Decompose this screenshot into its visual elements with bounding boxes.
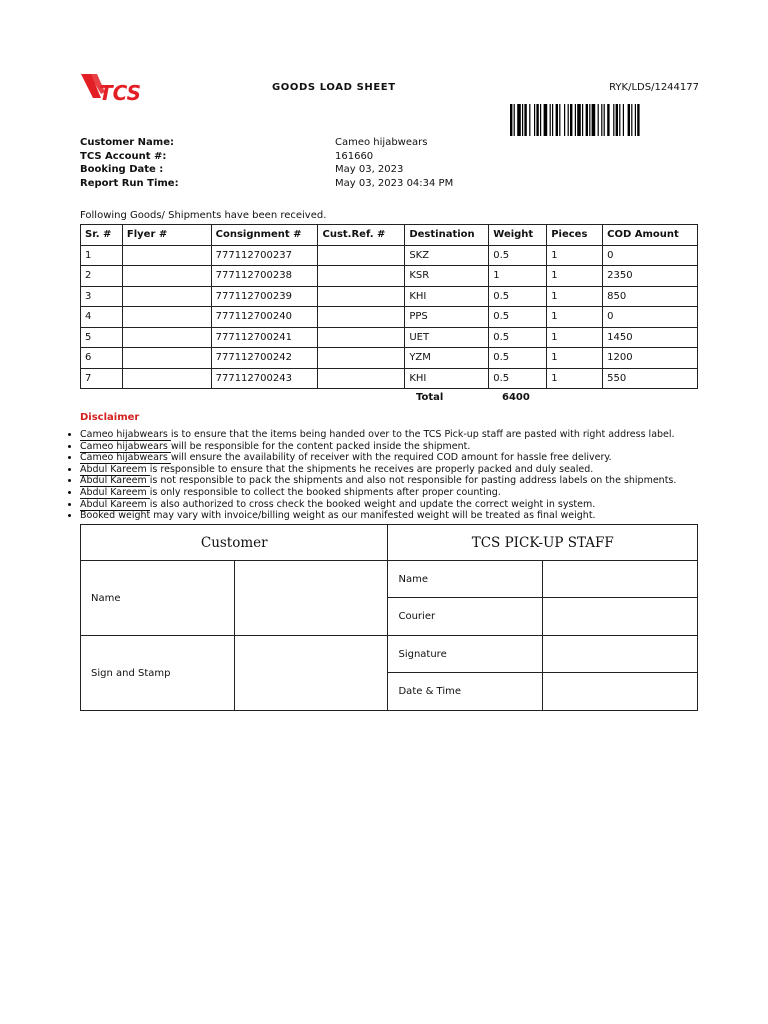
table-cell: 1	[547, 368, 603, 389]
disclaimer-text: is only responsible to collect the booked shipments after proper counting.	[149, 486, 501, 498]
list-item	[80, 429, 720, 441]
table-cell: 6	[81, 348, 123, 369]
table-cell	[122, 286, 211, 307]
table-row	[81, 368, 698, 389]
table-cell: 2	[81, 266, 123, 287]
table-cell: 0	[603, 307, 698, 328]
responsible-party: Cameo hijabwears	[80, 452, 171, 464]
sign-stamp-field[interactable]	[234, 636, 388, 711]
booking-date-value: May 03, 2023	[335, 164, 404, 175]
column-header: COD Amount	[603, 225, 698, 246]
table-cell: 0.5	[489, 245, 547, 266]
table-cell: 1	[547, 307, 603, 328]
table-cell: 1	[547, 266, 603, 287]
svg-text:TCS: TCS	[99, 81, 142, 105]
disclaimer-text: will be responsible for the content packed inside the shipment.	[170, 440, 471, 452]
staff-name-field[interactable]	[543, 561, 698, 598]
table-cell: 0.5	[489, 368, 547, 389]
table-cell: 777112700241	[211, 327, 318, 348]
signature-label: Signature	[388, 636, 543, 673]
column-header: Destination	[405, 225, 489, 246]
table-cell: 1	[547, 245, 603, 266]
table-cell: 0.5	[489, 348, 547, 369]
column-header: Consignment #	[211, 225, 318, 246]
customer-name-label: Name	[81, 561, 235, 636]
shipments-table	[80, 224, 698, 389]
customer-info-values	[335, 136, 453, 190]
report-run-time-label: Report Run Time:	[80, 177, 179, 189]
responsible-party: Abdul Kareem	[80, 475, 150, 487]
table-cell	[318, 307, 405, 328]
booking-date-label: Booking Date :	[80, 164, 164, 175]
table-cell	[122, 266, 211, 287]
tcs-logo	[79, 70, 159, 106]
staff-header: TCS PICK-UP STAFF	[388, 525, 698, 561]
disclaimer-title: Disclaimer	[80, 412, 140, 423]
table-cell: 2350	[603, 266, 698, 287]
table-row	[81, 327, 698, 348]
sign-stamp-label: Sign and Stamp	[81, 636, 235, 711]
list-item	[80, 510, 720, 522]
table-cell: 777112700242	[211, 348, 318, 369]
table-cell: 777112700243	[211, 368, 318, 389]
table-cell: 850	[603, 286, 698, 307]
intro-text: Following Goods/ Shipments have been received.	[80, 210, 327, 221]
table-cell	[122, 327, 211, 348]
table-cell: 550	[603, 368, 698, 389]
table-cell: 1200	[603, 348, 698, 369]
table-cell: 1	[489, 266, 547, 287]
table-cell: 3	[81, 286, 123, 307]
table-cell: 777112700239	[211, 286, 318, 307]
list-item	[80, 499, 720, 511]
responsible-party: Cameo hijabwears	[80, 429, 171, 440]
table-cell	[122, 307, 211, 328]
courier-field[interactable]	[543, 598, 698, 636]
table-cell	[122, 245, 211, 266]
customer-name-value: Cameo hijabwears	[335, 137, 428, 148]
table-cell: 1	[547, 348, 603, 369]
staff-name-label: Name	[388, 561, 543, 598]
customer-header: Customer	[81, 525, 388, 561]
table-cell: 7	[81, 368, 123, 389]
column-header: Weight	[489, 225, 547, 246]
table-cell: KHI	[405, 286, 489, 307]
table-cell	[122, 368, 211, 389]
disclaimer-text: is responsible to ensure that the shipments he receives are properly packed and duly sealed.	[149, 463, 594, 475]
table-cell: 1450	[603, 327, 698, 348]
disclaimer-text: is also authorized to cross check the booked weight and update the correct weight in system.	[149, 498, 596, 510]
responsible-party: Abdul Kareem	[80, 498, 150, 510]
table-cell: 0	[603, 245, 698, 266]
table-cell: 0.5	[489, 307, 547, 328]
table-cell	[318, 327, 405, 348]
list-item	[80, 475, 720, 487]
table-cell: 1	[547, 286, 603, 307]
date-time-label: Date & Time	[388, 673, 543, 711]
table-cell: 777112700240	[211, 307, 318, 328]
table-cell	[122, 348, 211, 369]
signature-table	[80, 524, 698, 711]
table-cell	[318, 348, 405, 369]
column-header: Pieces	[547, 225, 603, 246]
disclaimer-text: is not responsible to pack the shipments and also not responsible for pasting address labels on the shipments.	[149, 475, 677, 487]
table-cell: SKZ	[405, 245, 489, 266]
total-value: 6400	[502, 392, 530, 403]
disclaimer-text: Booked weight may vary with invoice/billing weight as our manifested weight will be treated as final weight.	[80, 510, 596, 522]
disclaimer-text: will ensure the availability of receiver with the required COD amount for hassle free delivery.	[170, 452, 612, 464]
disclaimer-text: is to ensure that the items being handed over to the TCS Pick-up staff are pasted with right address label.	[170, 429, 675, 440]
customer-name-label: Customer Name:	[80, 137, 174, 148]
table-cell	[318, 266, 405, 287]
table-cell: 4	[81, 307, 123, 328]
table-cell: YZM	[405, 348, 489, 369]
table-row	[81, 348, 698, 369]
table-cell	[318, 368, 405, 389]
report-run-time-value: May 03, 2023 04:34 PM	[335, 177, 454, 189]
table-cell	[318, 245, 405, 266]
responsible-party: Cameo hijabwears	[80, 440, 171, 452]
column-header: Cust.Ref. #	[318, 225, 405, 246]
table-cell: 1	[547, 327, 603, 348]
table-header-row	[81, 225, 698, 246]
customer-name-field[interactable]	[234, 561, 388, 636]
document-title: GOODS LOAD SHEET	[272, 82, 396, 93]
table-cell: 0.5	[489, 327, 547, 348]
customer-info-labels	[80, 136, 179, 190]
table-row	[81, 286, 698, 307]
table-row	[81, 266, 698, 287]
table-cell: PPS	[405, 307, 489, 328]
account-label: TCS Account #:	[80, 150, 167, 162]
table-cell: KHI	[405, 368, 489, 389]
signature-field[interactable]	[543, 636, 698, 673]
table-cell: KSR	[405, 266, 489, 287]
table-row	[81, 245, 698, 266]
barcode-icon	[510, 104, 690, 136]
column-header: Flyer #	[122, 225, 211, 246]
responsible-party: Abdul Kareem	[80, 463, 150, 475]
courier-label: Courier	[388, 598, 543, 636]
table-cell: 0.5	[489, 286, 547, 307]
table-row	[81, 307, 698, 328]
responsible-party: Abdul Kareem	[80, 486, 150, 498]
column-header: Sr. #	[81, 225, 123, 246]
list-item	[80, 487, 720, 499]
list-item	[80, 441, 720, 453]
total-label: Total	[416, 392, 444, 403]
table-cell: 5	[81, 327, 123, 348]
table-cell: UET	[405, 327, 489, 348]
document-reference: RYK/LDS/1244177	[609, 82, 699, 93]
table-cell	[318, 286, 405, 307]
disclaimer-list	[62, 429, 720, 522]
table-cell: 1	[81, 245, 123, 266]
table-cell: 777112700237	[211, 245, 318, 266]
account-value: 161660	[335, 150, 374, 162]
date-time-field[interactable]	[543, 673, 698, 711]
list-item	[80, 452, 720, 464]
list-item	[80, 464, 720, 476]
table-cell: 777112700238	[211, 266, 318, 287]
